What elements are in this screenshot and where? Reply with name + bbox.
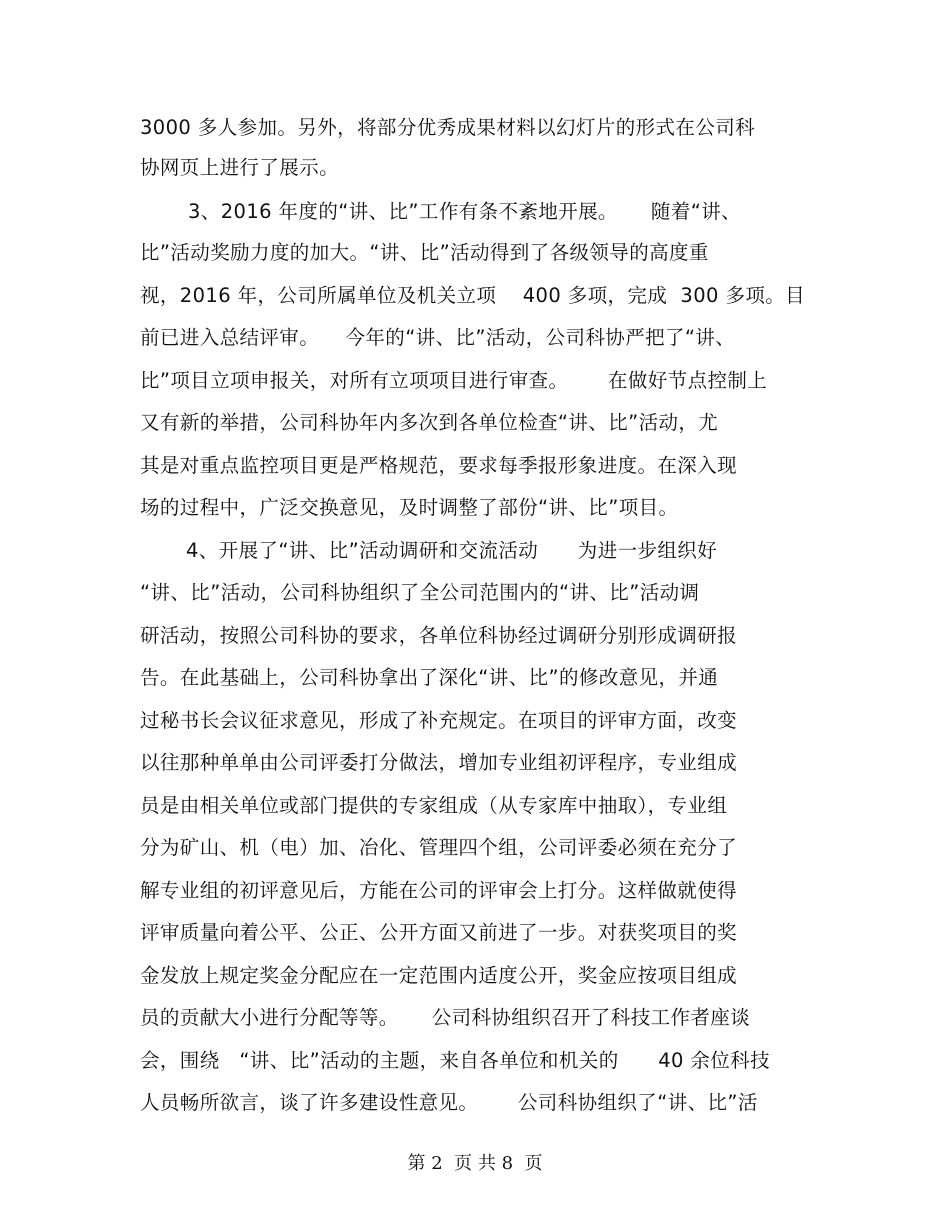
text-line: 研活动，按照公司科协的要求，各单位科协经过调研分别形成调研报 [140, 624, 738, 647]
text-line: 员的贡献大小进行分配等等。 公司科协组织召开了科技工作者座谈 [140, 1006, 751, 1029]
text-line: 过秘书长会议征求意见，形成了补充规定。在项目的评审方面，改变 [140, 709, 738, 732]
text-line: 会，围绕 “讲、比”活动的主题，来自各单位和机关的 40 余位科技 [140, 1049, 771, 1072]
text-line: 比”项目立项申报关，对所有立项项目进行审查。 在做好节点控制上 [140, 369, 768, 392]
text-line: 员是由相关单位或部门提供的专家组成（从专家库中抽取），专业组 [140, 794, 728, 817]
text-line: 以往那种单单由公司评委打分做法，增加专业组初评程序，专业组成 [140, 751, 738, 774]
text-line: 告。在此基础上，公司科协拿出了深化“讲、比”的修改意见，并通 [140, 666, 719, 689]
text-line: 4、开展了“讲、比”活动调研和交流活动 为进一步组织好 [186, 539, 718, 562]
text-line: 金发放上规定奖金分配应在一定范围内适度公开，奖金应按项目组成 [140, 964, 738, 987]
text-line: 比”活动奖励力度的加大。“讲、比”活动得到了各级领导的高度重 [140, 241, 709, 264]
text-line: “讲、比”活动，公司科协组织了全公司范围内的“讲、比”活动调 [140, 581, 700, 604]
text-line: 视，2016 年，公司所属单位及机关立项 400 多项，完成 300 多项。目 [140, 284, 806, 307]
text-line: 又有新的举措，公司科协年内多次到各单位检查“讲、比”活动，尤 [140, 411, 719, 434]
text-line: 协网页上进行了展示。 [140, 156, 340, 179]
text-line: 3、2016 年度的“讲、比”工作有条不紊地开展。 随着“讲、 [188, 200, 742, 223]
text-line: 3000 多人参加。另外，将部分优秀成果材料以幻灯片的形式在公司科 [140, 116, 756, 139]
page-footer: 第 2 页 共 8 页 [407, 1153, 543, 1174]
text-line: 场的过程中，广泛交换意见，及时调整了部份“讲、比”项目。 [140, 496, 679, 519]
text-line: 解专业组的初评意见后，方能在公司的评审会上打分。这样做就使得 [140, 879, 738, 902]
text-line: 前已进入总结评审。 今年的“讲、比”活动，公司科协严把了“讲、 [140, 326, 736, 349]
text-line: 人员畅所欲言，谈了许多建设性意见。 公司科协组织了“讲、比”活 [140, 1091, 758, 1114]
text-line: 评审质量向着公平、公正、公开方面又前进了一步。对获奖项目的奖 [140, 921, 738, 944]
text-line: 其是对重点监控项目更是严格规范，要求每季报形象进度。在深入现 [140, 454, 738, 477]
text-line: 分为矿山、机（电）加、冶化、管理四个组，公司评委必须在充分了 [140, 836, 738, 859]
